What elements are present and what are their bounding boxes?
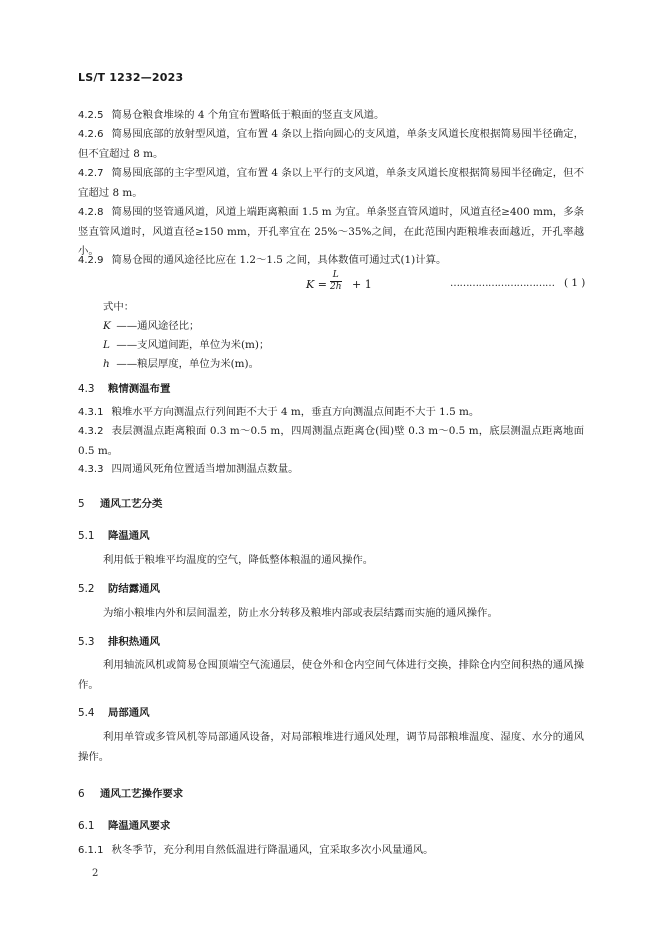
variable-k (103, 317, 199, 336)
chapter-number: 5 (78, 498, 85, 510)
variable-description: ——支风道间距，单位为米(m)； (116, 339, 270, 351)
clause-6-1-1 (78, 841, 584, 861)
formula-dot-leader: …………………………… (450, 278, 555, 289)
clause-number: 4.2.5 (78, 110, 104, 121)
clause-4-2-9 (78, 251, 584, 271)
section-number: 5.4 (78, 707, 95, 719)
section-heading-4-3 (78, 380, 170, 395)
where-label: 式中： (103, 301, 135, 313)
formula-number: ( 1 ) (564, 277, 586, 289)
section-heading-6-1 (78, 817, 170, 832)
section-title: 粮情测温布置 (108, 383, 171, 395)
formula-lhs: K = (306, 278, 327, 291)
section-number: 4.3 (78, 383, 95, 395)
variable-symbol: h (103, 358, 110, 370)
section-title: 降温通风要求 (108, 820, 171, 832)
chapter-title: 通风工艺操作要求 (100, 788, 184, 800)
paragraph-5-2: 为缩小粮堆内外和层间温差，防止水分转移及粮堆内部或表层结露而实施的通风操作。 (103, 607, 498, 619)
clause-4-2-7 (78, 164, 584, 203)
chapter-heading-6 (78, 785, 183, 800)
clause-number: 4.3.2 (78, 426, 104, 437)
section-number: 6.1 (78, 820, 95, 832)
clause-4-3-1 (78, 403, 584, 423)
page-number: 2 (92, 868, 99, 879)
clause-text: 简易囤底部的主字型风道，宜布置 4 条以上平行的支风道，单条支风道长度根据简易囤半径确定，但不宜超过 8 m。 (78, 167, 584, 199)
section-heading-5-3 (78, 633, 160, 648)
clause-number: 4.2.6 (78, 129, 104, 140)
clause-number: 6.1.1 (78, 845, 104, 856)
section-title: 排积热通风 (108, 636, 160, 648)
formula-fraction (330, 270, 342, 293)
variable-symbol: L (103, 339, 110, 351)
paragraph-5-1: 利用低于粮堆平均温度的空气，降低整体粮温的通风操作。 (103, 554, 374, 566)
section-number: 5.2 (78, 583, 95, 595)
clause-4-3-3 (78, 460, 584, 480)
clause-number: 4.2.8 (78, 207, 104, 218)
variable-symbol: K (103, 320, 111, 332)
clause-text: 表层测温点距离粮面 0.3 m～0.5 m，四周测温点距离仓(囤)壁 0.3 m～0.5 m，底层测温点距离地面 0.5 m。 (78, 425, 584, 457)
clause-number: 4.2.7 (78, 168, 104, 179)
clause-number: 4.3.1 (78, 407, 104, 418)
clause-text: 四周通风死角位置适当增加测温点数量。 (111, 463, 299, 475)
section-number: 5.1 (78, 530, 95, 542)
section-title: 防结露通风 (108, 583, 160, 595)
variable-h (103, 355, 259, 374)
variable-description: ——通风途径比； (116, 320, 200, 332)
section-heading-5-1 (78, 527, 150, 542)
clause-text: 简易囤的竖管通风道，风道上端距离粮面 1.5 m 为宜。单条竖直管风道时，风道直径≥400 mm，多条竖直管风道时，风道直径≥150 mm，开孔率宜在 25%～35%之间，在此范围内距粮堆表面越近，开孔率越小。 (78, 206, 584, 257)
clause-4-2-5 (78, 106, 584, 126)
section-title: 降温通风 (108, 530, 150, 542)
clause-text: 简易仓粮食堆垛的 4 个角宜布置略低于粮面的竖直支风道。 (111, 109, 385, 121)
clause-number: 4.3.3 (78, 464, 104, 475)
section-title: 局部通风 (108, 707, 150, 719)
chapter-heading-5 (78, 495, 162, 510)
clause-text: 粮堆水平方向测温点行列间距不大于 4 m，垂直方向测温点间距不大于 1.5 m。 (111, 406, 480, 418)
section-heading-5-2 (78, 580, 160, 595)
section-number: 5.3 (78, 636, 95, 648)
clause-number: 4.2.9 (78, 255, 104, 266)
section-heading-5-4 (78, 704, 150, 719)
chapter-number: 6 (78, 788, 85, 800)
standard-code: LS/T 1232—2023 (78, 71, 184, 84)
formula-denominator: 2h (330, 282, 342, 292)
clause-text: 秋冬季节，充分利用自然低温进行降温通风，宜采取多次小风量通风。 (111, 844, 434, 856)
clause-text: 简易仓囤的通风途径比应在 1.2～1.5 之间，具体数值可通过式(1)计算。 (111, 254, 447, 266)
formula-rest: + 1 (352, 278, 372, 291)
formula-numerator: L (330, 270, 342, 282)
variable-l (103, 336, 269, 355)
variable-description: ——粮层厚度，单位为米(m)。 (116, 358, 259, 370)
chapter-title: 通风工艺分类 (100, 498, 163, 510)
paragraph-5-4: 利用单管或多管风机等局部通风设备，对局部粮堆进行通风处理，调节局部粮堆温度、湿度、水分的通风操作。 (78, 731, 584, 763)
clause-4-3-2 (78, 422, 584, 461)
formula-1 (300, 270, 600, 300)
clause-text: 简易囤底部的放射型风道，宜布置 4 条以上指向圆心的支风道，单条支风道长度根据简易囤半径确定，但不宜超过 8 m。 (78, 128, 584, 160)
clause-4-2-6 (78, 125, 584, 164)
paragraph-5-3: 利用轴流风机或简易仓囤顶端空气流通层，使仓外和仓内空间气体进行交换，排除仓内空间积热的通风操作。 (78, 659, 584, 691)
